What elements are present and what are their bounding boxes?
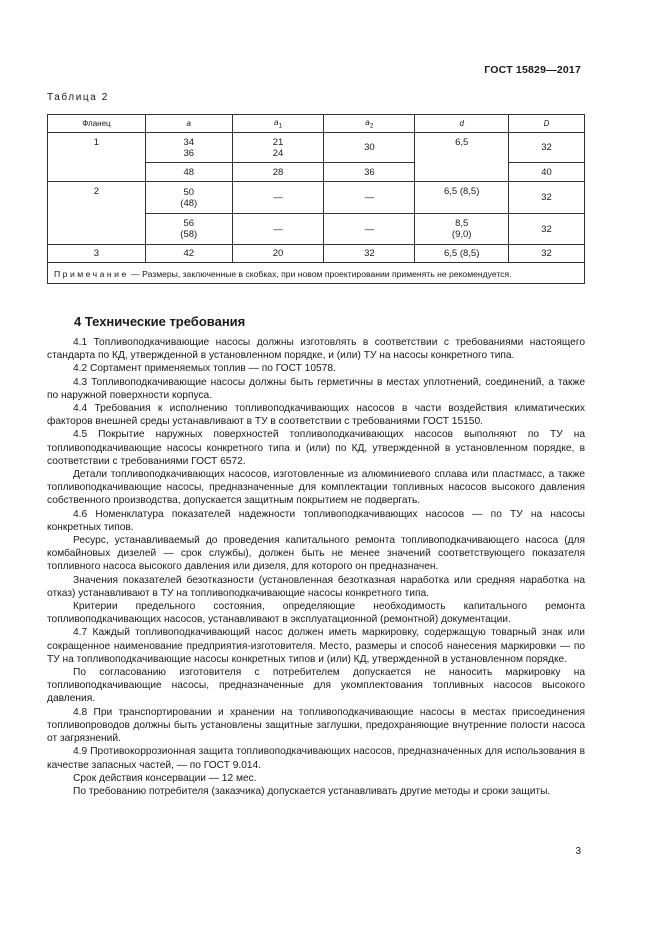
table-note — [48, 263, 585, 284]
cell-flange: 2 — [48, 182, 146, 245]
column-header-a-label: a — [186, 119, 191, 128]
cell-a: 48 — [145, 163, 232, 182]
cell-flange: 3 — [48, 245, 146, 263]
table-note-text: — Размеры, заключенные в скобках, при новом проектировании применять не рекомендуется. — [128, 269, 512, 279]
table-note-label: Примечание — [54, 269, 129, 279]
paragraph: Ресурс, устанавливаемый до проведения капитального ремонта топливоподкачивающего насоса (для комбайновых дизелей — срок службы), должен быть не менее значений соответствующего показателя топливного насоса высокого давления или дизеля, для которого он предназначен. — [47, 535, 585, 573]
column-header-a1-subscript: 1 — [278, 122, 283, 130]
cell-D: 32 — [509, 245, 585, 263]
body-text — [47, 336, 585, 798]
column-header-D — [509, 115, 585, 133]
paragraph: По согласованию изготовителя с потребителем допускается не наносить маркировку на топливоподкачивающие насосы, предназначенные для укомплектования топливных насосов высокого давления. — [47, 667, 585, 705]
cell-a2: — — [324, 214, 415, 245]
column-header-a1-base: a — [273, 117, 279, 127]
cell-a1 — [232, 133, 324, 163]
cell-a — [145, 214, 232, 245]
cell-a — [145, 133, 232, 163]
column-header-D-label: D — [543, 119, 550, 128]
cell-a-line2: (48) — [180, 197, 198, 209]
paragraph: 4.1 Топливоподкачивающие насосы должны изготовлять в соответствии с требованиями настоящего стандарта по КД, утвержденной в установленном порядке, и (или) ТУ на насосы конкретного типа. — [47, 337, 585, 362]
page-number: 3 — [575, 846, 581, 857]
column-header-a — [145, 115, 232, 133]
cell-d-line2: (9,0) — [451, 229, 472, 240]
cell-a-line1: 34 — [183, 136, 195, 148]
paragraph: 4.9 Противокоррозионная защита топливоподкачивающих насосов, предназначенных для использования в качестве запасных частей, — по ГОСТ 9.014. — [47, 746, 585, 771]
paragraph: 4.7 Каждый топливоподкачивающий насос должен иметь маркировку, содержащую товарный знак или сокращенное наименование предприятия-изготовителя. Место, размеры и способ нанесения маркировки — по ТУ на топливоподкачивающие насосы конкретных типов и (или) КД, утвержденной в установленном порядке. — [47, 627, 585, 665]
cell-d — [415, 214, 509, 245]
column-header-flange: Фланец — [48, 115, 146, 133]
cell-flange: 1 — [48, 133, 146, 182]
cell-d: 6,5 — [415, 133, 509, 182]
cell-D: 32 — [509, 133, 585, 163]
column-header-a2-base: a — [365, 117, 370, 127]
cell-a1: 20 — [232, 245, 324, 263]
paragraph: 4.6 Номенклатура показателей надежности топливоподкачивающих насосов — по ТУ на насосы конкретных типов. — [47, 508, 585, 533]
cell-d: 6,5 (8,5) — [415, 182, 509, 214]
paragraph: Срок действия консервации — 12 мес. — [73, 772, 257, 784]
cell-a-line1: 56 — [183, 218, 195, 229]
cell-a1: 28 — [232, 163, 324, 182]
paragraph: 4.4 Требования к исполнению топливоподкачивающих насосов в части воздействия климатических факторов внешней среды устанавливают в ТУ в соответствии с требованиями ГОСТ 15150. — [47, 403, 585, 428]
section-title: 4 Технические требования — [74, 314, 246, 329]
cell-a2: 32 — [324, 245, 415, 263]
paragraph: 4.3 Топливоподкачивающие насосы должны быть герметичны в местах уплотнений, соединений, а также по наружной поверхности корпуса. — [47, 376, 585, 401]
table-row — [48, 245, 585, 263]
cell-a1-line1: 21 — [272, 136, 284, 148]
paragraph: 4.5 Покрытие наружных поверхностей топливоподкачивающих насосов выполняют по ТУ на топливоподкачивающие насосы конкретного типа и (или) по КД, утвержденной в установленном порядке, в соответствии с требованиями ГОСТ 6572. — [47, 429, 585, 467]
dimensions-table — [47, 114, 585, 284]
cell-a-line2: (58) — [180, 229, 198, 240]
column-header-a1 — [232, 115, 324, 133]
column-header-a2-subscript: 2 — [369, 122, 374, 130]
column-header-a2 — [324, 115, 415, 133]
column-header-d — [415, 115, 509, 133]
paragraph: 4.8 При транспортировании и хранении на топливоподкачивающие насосы в местах присоединения топливопроводов должны быть установлены защитные заглушки, предохраняющие внутренние полости насоса от загрязнений. — [47, 706, 585, 745]
table-row — [48, 182, 585, 214]
cell-a2: 30 — [324, 133, 415, 163]
paragraph: Значения показателей безотказности (установленная безотказная наработка или средняя наработка на отказ) устанавливают в ТУ на топливоподкачивающие насосы конкретного типа. — [47, 574, 585, 599]
cell-D: 32 — [509, 214, 585, 245]
column-header-d-label: d — [459, 119, 464, 128]
cell-D: 40 — [509, 163, 585, 182]
cell-a1: — — [232, 214, 324, 245]
cell-a: 42 — [145, 245, 232, 263]
table-header-row — [48, 115, 585, 133]
paragraph: Критерии предельного состояния, определяющие необходимость капитального ремонта топливоподкачивающих насосов, устанавливают в эксплуатационной (ремонтной) документации. — [47, 601, 585, 626]
table-caption: Таблица 2 — [47, 92, 109, 103]
paragraph: 4.2 Сортамент применяемых топлив — по ГОСТ 10578. — [73, 363, 336, 375]
table-note-row — [48, 263, 585, 284]
paragraph: По требованию потребителя (заказчика) допускается устанавливать другие методы и сроки защиты. — [73, 785, 551, 797]
table-row — [48, 133, 585, 163]
cell-a1: — — [232, 182, 324, 214]
cell-D: 32 — [509, 182, 585, 214]
cell-a-line2: 36 — [183, 147, 195, 159]
cell-a — [145, 182, 232, 214]
cell-a2: — — [324, 182, 415, 214]
paragraph: Детали топливоподкачивающих насосов, изготовленные из алюминиевого сплава или пластмасс, а также топливоподкачивающие насосы, предназначенные для комплектации топливных насосов высокого давления собственного производства, допускается защитным покрытием не подвергать. — [47, 469, 585, 507]
cell-a-line1: 50 — [183, 186, 195, 198]
cell-a2: 36 — [324, 163, 415, 182]
document-header: ГОСТ 15829—2017 — [484, 64, 581, 76]
cell-d: 6,5 (8,5) — [415, 245, 509, 263]
cell-d-line1: 8,5 — [455, 218, 469, 229]
cell-a1-line2: 24 — [272, 147, 284, 159]
